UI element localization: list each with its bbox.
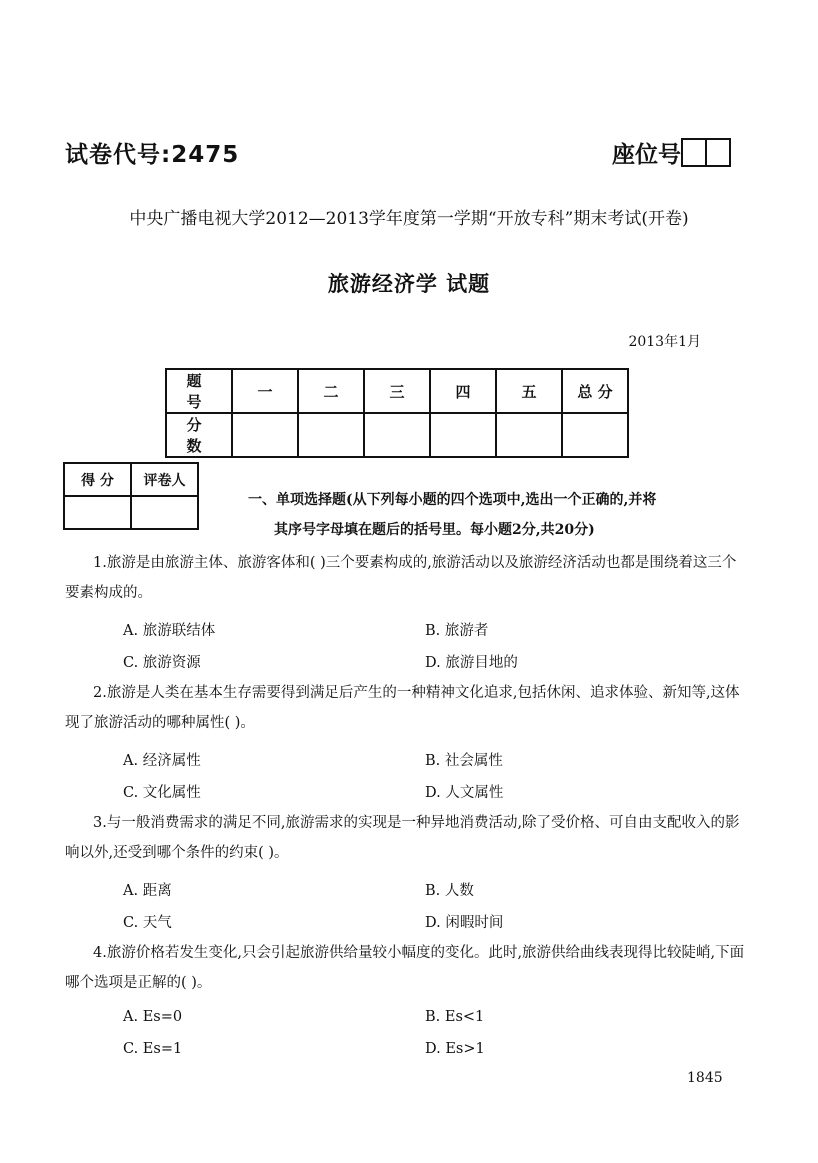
section-heading-line: 其序号字母填在题后的括号里。每小题2分,共20分) <box>274 522 595 538</box>
option[interactable]: C. 旅游资源 <box>123 655 201 671</box>
score-input-cell[interactable] <box>562 413 628 457</box>
grader-input-cell[interactable] <box>131 496 198 529</box>
score-table-header-row <box>166 369 628 413</box>
option[interactable]: D. 闲暇时间 <box>425 915 504 931</box>
option[interactable]: B. Es<1 <box>425 1009 485 1025</box>
seat-label: 座位号 <box>612 142 681 168</box>
table-cell: 题 号 <box>166 369 232 413</box>
score-input-cell[interactable] <box>232 413 298 457</box>
question-text: 4.旅游价格若发生变化,只会引起旅游供给量较小幅度的变化。此时,旅游供给曲线表现得比较陡峭,下面哪个选项是正解的( )。 <box>65 945 745 991</box>
option[interactable]: B. 旅游者 <box>425 623 489 639</box>
subject-title: 旅游经济学 试题 <box>327 272 491 296</box>
question-text: 1.旅游是由旅游主体、旅游客体和( )三个要素构成的,旅游活动以及旅游经济活动也都是围绕着这三个要素构成的。 <box>65 555 737 601</box>
table-cell: 一 <box>232 369 298 413</box>
score-input-cell[interactable] <box>298 413 364 457</box>
question-text: 3.与一般消费需求的满足不同,旅游需求的实现是一种异地消费活动,除了受价格、可自由支配收入的影响以外,还受到哪个条件的约束( )。 <box>65 815 740 861</box>
seat-box <box>707 138 731 167</box>
option[interactable]: A. 距离 <box>123 883 172 899</box>
seat-box <box>681 138 707 167</box>
score-input-cell[interactable] <box>364 413 430 457</box>
option[interactable]: A. 经济属性 <box>123 753 201 769</box>
table-cell: 五 <box>496 369 562 413</box>
option[interactable]: B. 社会属性 <box>425 753 503 769</box>
section-heading <box>248 485 748 545</box>
seat-number <box>612 136 731 169</box>
table-cell: 评卷人 <box>131 463 198 496</box>
question-text: 2.旅游是人类在基本生存需要得到满足后产生的一种精神文化追求,包括休闲、追求体验、新知等,这体现了旅游活动的哪种属性( )。 <box>65 685 740 731</box>
option[interactable]: B. 人数 <box>425 883 474 899</box>
table-cell: 四 <box>430 369 496 413</box>
option[interactable]: D. 旅游目地的 <box>425 655 518 671</box>
table-cell: 总 分 <box>562 369 628 413</box>
option[interactable]: C. 文化属性 <box>123 785 201 801</box>
option[interactable]: C. 天气 <box>123 915 172 931</box>
option[interactable]: D. Es>1 <box>425 1041 485 1057</box>
table-cell: 二 <box>298 369 364 413</box>
score-table <box>165 368 629 458</box>
score-input-cell[interactable] <box>430 413 496 457</box>
score-table-score-row <box>166 413 628 457</box>
table-cell: 分 数 <box>166 413 232 457</box>
option[interactable]: A. 旅游联结体 <box>123 623 216 639</box>
score-input-cell[interactable] <box>64 496 131 529</box>
grader-table <box>63 462 199 530</box>
exam-date: 2013年1月 <box>628 334 701 350</box>
table-cell: 得 分 <box>64 463 131 496</box>
score-input-cell[interactable] <box>496 413 562 457</box>
option[interactable]: A. Es=0 <box>123 1009 183 1025</box>
table-cell: 三 <box>364 369 430 413</box>
exam-title: 中央广播电视大学2012—2013学年度第一学期“开放专科”期末考试(开卷) <box>129 209 689 229</box>
option[interactable]: D. 人文属性 <box>425 785 504 801</box>
paper-code: 试卷代号:2475 <box>65 142 240 168</box>
option[interactable]: C. Es=1 <box>123 1041 183 1057</box>
page-number: 1845 <box>687 1070 723 1086</box>
section-heading-line: 一、单项选择题(从下列每小题的四个选项中,选出一个正确的,并将 <box>248 492 657 508</box>
